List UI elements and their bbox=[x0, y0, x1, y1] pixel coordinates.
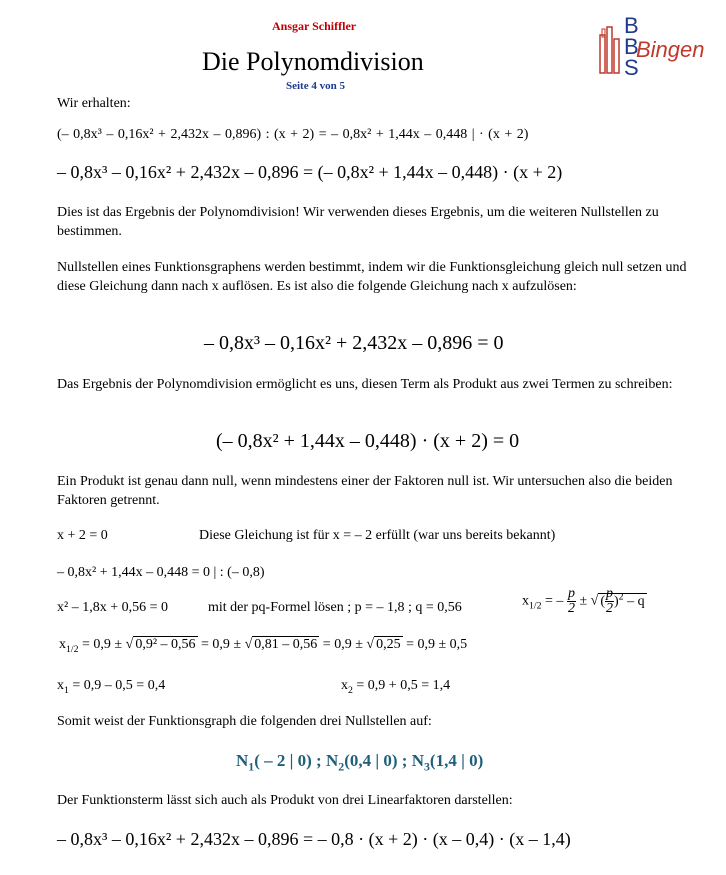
x1-lhs: x bbox=[57, 678, 64, 693]
equation-product-zero: (– 0,8x² + 1,44x – 0,448) · (x + 2) = 0 bbox=[216, 430, 520, 452]
pq-frac-den: 2 bbox=[567, 601, 575, 616]
page-info: Seite 4 von 5 bbox=[286, 80, 345, 92]
calc-root1: 0,9² – 0,56 bbox=[135, 637, 196, 652]
pq-sqrt-body: ( $\frac{p}{2}$ )$^2$ – q bbox=[600, 586, 645, 616]
x2-lhs: x bbox=[341, 678, 348, 693]
paragraph-summary: Somit weist der Funktionsgraph die folgenden drei Nullstellen auf: bbox=[57, 714, 432, 729]
calc-sub: 1/2 bbox=[66, 643, 79, 655]
nullstelle-2-label: N bbox=[325, 751, 339, 770]
pq-square: 2 bbox=[618, 591, 624, 603]
x2-sub: 2 bbox=[348, 684, 353, 696]
final-equation: – 0,8x³ – 0,16x² + 2,432x – 0,896 = – 0,8 · (x + 2) · (x – 0,4) · (x – 1,4) bbox=[57, 829, 571, 849]
paragraph-linear: Der Funktionsterm lässt sich auch als Produkt von drei Linearfaktoren darstellen: bbox=[57, 793, 513, 808]
nullstelle-2-value: (0,4 | 0) ; bbox=[344, 751, 412, 770]
school-logo bbox=[598, 13, 708, 80]
logo-word: Bingen bbox=[636, 37, 705, 62]
pq-sub: 1/2 bbox=[529, 600, 542, 612]
nullstelle-2-sub: 2 bbox=[338, 759, 345, 774]
page-title: Die Polynomdivision bbox=[202, 47, 424, 76]
pq-equation: x² – 1,8x + 0,56 = 0 bbox=[57, 600, 168, 615]
paragraph-nullstellen: Nullstellen eines Funktionsgraphens werden bestimmt, indem wir die Funktionsgleichung gleich null setzen und diese Gleichung dann nach x auflösen. Es ist also die folgende Gleichung nach x aufzulösen: bbox=[57, 260, 687, 294]
x1-rhs: = 0,9 – 0,5 = 0,4 bbox=[68, 678, 166, 693]
pq-calculation bbox=[59, 637, 467, 655]
logo-letter-s: S bbox=[624, 55, 639, 80]
pq-fraction bbox=[567, 587, 576, 616]
calc-part2: = 0,9 ± bbox=[197, 637, 245, 652]
nullstelle-1-label: N bbox=[236, 751, 249, 770]
factor2-equation: – 0,8x² + 1,44x – 0,448 = 0 | : (– 0,8) bbox=[57, 565, 265, 580]
pq-minus-q: – q bbox=[623, 593, 645, 609]
pq-lhs: x bbox=[522, 593, 529, 609]
pq-fraction-inner bbox=[605, 587, 614, 616]
pq-eq: = – bbox=[541, 593, 564, 609]
paragraph-result: Dies ist das Ergebnis der Polynomdivision! Wir verwenden dieses Ergebnis, um die weiteren Nullstellen zu bestimmen. bbox=[57, 205, 659, 239]
sqrt-icon: √ bbox=[366, 637, 375, 652]
pq-pm: ± bbox=[575, 593, 591, 609]
paragraph-factor: Ein Produkt ist genau dann null, wenn mindestens einer der Faktoren null ist. Wir untersuchen also die beiden Faktoren getrennt. bbox=[57, 474, 673, 508]
nullstelle-3-label: N bbox=[411, 751, 424, 770]
nullstelle-3-value: (1,4 | 0) bbox=[429, 751, 484, 770]
pq-inner-den: 2 bbox=[605, 601, 613, 616]
nullstelle-1-value: ( – 2 | 0) ; bbox=[254, 751, 326, 770]
sqrt-icon: √ bbox=[244, 637, 253, 652]
calc-part3: = 0,9 ± bbox=[319, 637, 367, 652]
nullstelle-1-sub: 1 bbox=[248, 759, 255, 774]
author-name: Ansgar Schiffler bbox=[272, 19, 357, 33]
paragraph-product: Das Ergebnis der Polynomdivision ermöglicht es uns, diesen Term als Produkt aus zwei Termen zu schreiben: bbox=[57, 377, 673, 392]
sqrt-icon: √ bbox=[590, 593, 599, 609]
calc-root2: 0,81 – 0,56 bbox=[254, 637, 318, 652]
pq-frac-num: p bbox=[567, 586, 575, 601]
calc-lhs: x bbox=[59, 637, 66, 652]
calc-part1: = 0,9 ± bbox=[78, 637, 126, 652]
calc-part4: = 0,9 ± 0,5 bbox=[402, 637, 468, 652]
pq-formula bbox=[522, 587, 647, 616]
factor1-note: Diese Gleichung ist für x = – 2 erfüllt (war uns bereits bekannt) bbox=[199, 528, 556, 543]
nullstelle-3-sub: 3 bbox=[423, 759, 430, 774]
sqrt-icon: √ bbox=[125, 637, 134, 652]
solution-x2 bbox=[341, 678, 450, 696]
division-equation: (– 0,8x³ – 0,16x² + 2,432x – 0,896) : (x + 2) = – 0,8x² + 1,44x – 0,448 | · (x + 2) bbox=[57, 127, 529, 142]
pq-note: mit der pq-Formel lösen ; p = – 1,8 ; q = 0,56 bbox=[208, 600, 462, 615]
intro-text: Wir erhalten: bbox=[57, 96, 131, 111]
logo-letter-b2: B bbox=[624, 34, 639, 59]
factor1-equation: x + 2 = 0 bbox=[57, 528, 108, 543]
solution-x1 bbox=[57, 678, 165, 696]
pq-inner-num: p bbox=[605, 586, 613, 601]
x1-sub: 1 bbox=[64, 684, 69, 696]
x2-rhs: = 0,9 + 0,5 = 1,4 bbox=[352, 678, 451, 693]
logo-letter-b1: B bbox=[624, 13, 639, 38]
equation-zero: – 0,8x³ – 0,16x² + 2,432x – 0,896 = 0 bbox=[204, 332, 504, 354]
product-equation: – 0,8x³ – 0,16x² + 2,432x – 0,896 = (– 0,8x² + 1,44x – 0,448) · (x + 2) bbox=[57, 162, 563, 182]
nullstellen-list bbox=[236, 751, 483, 774]
calc-root3: 0,25 bbox=[376, 637, 401, 652]
